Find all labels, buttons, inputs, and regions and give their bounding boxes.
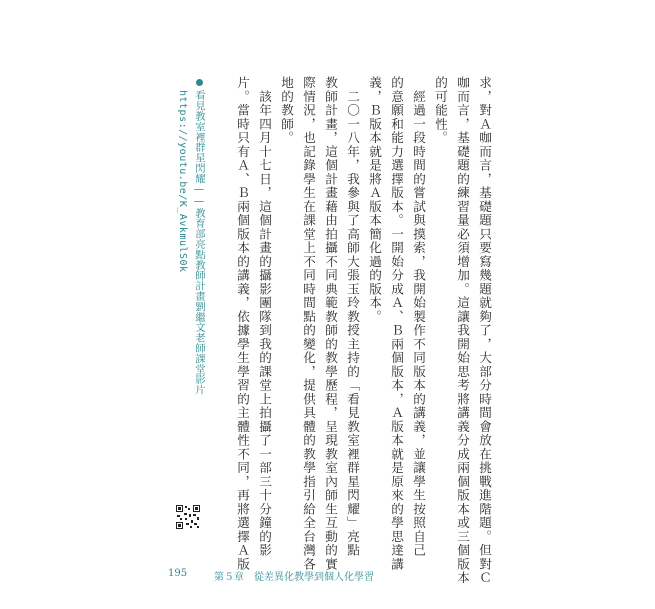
body-column-7: 二〇一八年，我參與了高師大張玉玲教授主持的「看見教室裡群星閃耀」亮點 — [345, 76, 360, 558]
body-column-3: 的可能性。 — [433, 76, 448, 145]
body-column-4: 經過一段時間的嘗試與摸索，我開始製作不同版本的講義，並讓學生按照自己 — [411, 76, 426, 558]
body-column-9: 際情況，也記錄學生在課堂上不同時間點的變化，提供具體的教學指引給全台灣各 — [301, 76, 316, 571]
video-caption: 看見教室裡群星閃耀——教育部亮點教師計畫劉繼文老師課堂影片 — [193, 90, 205, 395]
body-column-1: 求，對Ａ咖而言，基礎題只要寫幾題就夠了，大部分時間會放在挑戰進階題。但對Ｃ — [477, 76, 492, 585]
body-column-12: 片。當時只有Ａ、Ｂ兩個版本的講義，依據學生學習的主體性不同，再將選擇Ａ版 — [235, 76, 250, 571]
body-column-10: 地的教師。 — [279, 76, 294, 145]
qr-code-graphic — [176, 505, 200, 529]
page-number: 195 — [168, 568, 188, 579]
video-url[interactable]: https://youtu.be/K_AvkmulS0k — [177, 90, 188, 273]
body-column-6: 義，Ｂ版本就是將Ａ版本簡化過的版本。 — [367, 76, 382, 324]
body-column-5: 的意願和能力選擇版本。一開始分成Ａ、Ｂ兩個版本，Ａ版本就是原來的學思達講 — [389, 76, 404, 571]
body-column-2: 咖而言，基礎題的練習量必須增加。這讓我開始思考將講義分成兩個版本或三個版本 — [455, 76, 470, 585]
qr-code-icon[interactable] — [176, 505, 200, 529]
chapter-title: 第５章 從差異化教學到個人化學習 — [214, 572, 374, 583]
circle-bullet-icon — [196, 79, 203, 86]
body-column-8: 教師計畫，這個計畫藉由拍攝不同典範教師的教學歷程，呈現教室內師生互動的實 — [323, 76, 338, 571]
body-column-11: 該年四月十七日，這個計畫的攝影團隊到我的課堂上拍攝了一部三十分鐘的影 — [257, 76, 272, 558]
